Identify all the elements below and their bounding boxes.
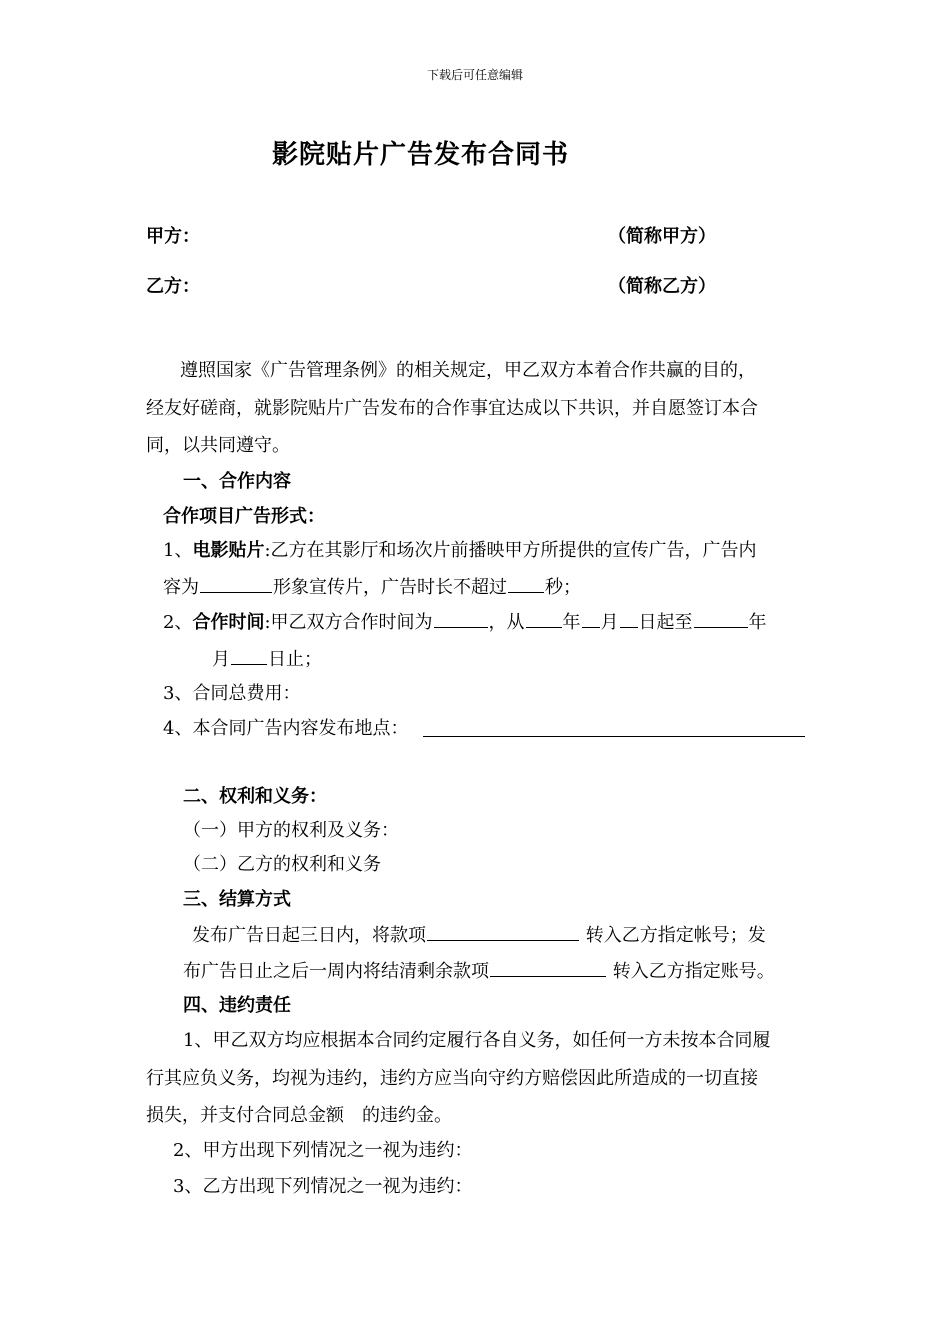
party-a-abbrev: （简称甲方） — [608, 226, 716, 247]
item-4: 4、本合同广告内容发布地点： — [163, 718, 409, 739]
item-2-text-a1: :甲乙双方合作时间为 — [264, 612, 433, 633]
section-4-p1-line-1: 1、甲乙双方均应根据本合同约定履行各自义务，如任何一方未按本合同履 — [183, 1030, 771, 1051]
section-4-heading: 四、违约责任 — [183, 995, 291, 1016]
item-2-text-a6: 年 — [748, 612, 767, 633]
party-a-label: 甲方： — [146, 226, 200, 247]
section-2-sub-1: （一）甲方的权利及义务： — [183, 820, 399, 841]
item-2-text-a4: 月 — [600, 612, 619, 633]
item-2-text-a2: ，从 — [488, 612, 525, 633]
item-2-text-b1: 月 — [212, 649, 230, 670]
blank-duration — [434, 609, 488, 628]
section-1-subheading: 合作项目广告形式： — [163, 506, 325, 527]
document-title: 影院贴片广告发布合同书 — [272, 140, 570, 170]
item-1-text-b2: 形象宣传片，广告时长不超过 — [273, 577, 507, 598]
section-3-line-1a: 发布广告日起三日内，将款项 — [192, 925, 426, 946]
section-2-heading: 二、权利和义务： — [183, 786, 327, 807]
blank-start-month — [582, 609, 600, 628]
item-1-line-2 — [163, 574, 581, 601]
section-4-p2: 2、甲方出现下列情况之一视为违约： — [173, 1140, 473, 1161]
item-1-text-b3: 秒； — [545, 577, 581, 598]
item-2-text-b2: 日止； — [268, 649, 322, 670]
section-3-line-2b: 转入乙方指定账号。 — [607, 961, 775, 982]
blank-seconds — [508, 574, 544, 593]
intro-line-2: 经友好磋商，就影院贴片广告发布的合作事宜达成以下共识，并自愿签订本合 — [146, 398, 758, 419]
item-1-line-1 — [163, 538, 757, 564]
blank-end-year — [694, 609, 748, 628]
blank-end-month — [231, 646, 267, 665]
blank-payment-1 — [427, 922, 579, 941]
section-4-p1-line-3: 损失，并支付合同总金额 的违约金。 — [146, 1105, 452, 1126]
item-2-line-1 — [163, 609, 767, 636]
item-2-label: 合作时间 — [192, 612, 265, 633]
item-3: 3、合同总费用： — [163, 683, 301, 704]
intro-line-1: 遵照国家《广告管理条例》的相关规定，甲乙双方本着合作共赢的目的， — [180, 360, 756, 381]
section-1-heading: 一、合作内容 — [183, 471, 291, 492]
section-3-line-1 — [192, 922, 766, 949]
intro-line-3: 同，以共同遵守。 — [146, 435, 290, 456]
page-header-note: 下载后可任意编辑 — [426, 68, 523, 82]
item-2-line-2 — [212, 646, 322, 673]
section-3-line-1b: 转入乙方指定帐号；发 — [580, 925, 766, 946]
blank-content — [200, 574, 272, 593]
section-2-sub-2: （二）乙方的权利和义务 — [183, 854, 381, 875]
item-1-text: :乙方在其影厅和场次片前播映甲方所提供的宣传广告，广告内 — [264, 540, 757, 561]
section-4-p3: 3、乙方出现下列情况之一视为违约： — [173, 1176, 473, 1197]
item-1-text-b1: 容为 — [163, 577, 199, 598]
party-b-abbrev: （简称乙方） — [608, 276, 716, 297]
section-3-line-2 — [183, 958, 775, 985]
blank-start-year — [526, 609, 562, 628]
section-3-line-2a: 布广告日止之后一周内将结清剩余款项 — [183, 961, 489, 982]
item-1-number: 1、 — [163, 540, 193, 561]
party-b-label: 乙方： — [146, 276, 200, 297]
blank-start-day — [620, 609, 638, 628]
item-2-number: 2、 — [163, 612, 193, 633]
section-3-heading: 三、结算方式 — [183, 889, 291, 910]
section-4-p1-line-2: 行其应负义务，均视为违约，违约方应当向守约方赔偿因此所造成的一切直接 — [146, 1068, 758, 1089]
item-1-label: 电影贴片 — [192, 540, 265, 561]
blank-location-line — [423, 736, 805, 737]
blank-payment-2 — [490, 958, 606, 977]
item-2-text-a5: 日起至 — [638, 612, 693, 633]
item-2-text-a3: 年 — [562, 612, 581, 633]
